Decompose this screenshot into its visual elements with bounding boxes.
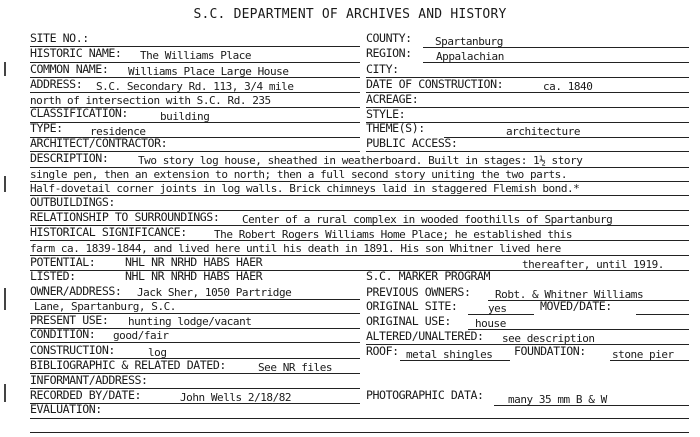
type-value: residence xyxy=(90,125,146,138)
address-line1 xyxy=(30,92,360,93)
description-label: DESCRIPTION: xyxy=(30,151,109,165)
potential-label: POTENTIAL: xyxy=(30,255,96,269)
architect-label: ARCHITECT/CONTRACTOR: xyxy=(30,136,168,150)
evaluation-line1 xyxy=(30,418,689,419)
foundation-label: FOUNDATION: xyxy=(514,344,586,358)
construction-label: CONSTRUCTION: xyxy=(30,343,115,357)
common-name-value: Williams Place Large House xyxy=(128,65,289,78)
significance-value-line3: thereafter, until 1919. xyxy=(522,258,664,271)
significance-line1 xyxy=(30,240,689,241)
roof-label: ROOF: xyxy=(366,344,399,358)
margin-mark xyxy=(4,176,6,192)
historic-name-value: The Williams Place xyxy=(140,49,252,62)
common-name-label: COMMON NAME: xyxy=(30,62,109,76)
margin-mark xyxy=(4,288,6,310)
type-label: TYPE: xyxy=(30,121,63,135)
description-value-line2: single pen, then an extension to north; then a full second story uniting the two parts. xyxy=(30,168,568,181)
present-use-value: hunting lodge/vacant xyxy=(128,315,252,328)
region-value: Appalachian xyxy=(436,50,504,63)
classification-label: CLASSIFICATION: xyxy=(30,106,128,120)
relationship-value: Center of a rural complex in wooded foothills of Spartanburg xyxy=(242,213,613,226)
address-value-line2: north of intersection with S.C. Rd. 235 xyxy=(30,94,271,107)
bibliographic-label: BIBLIOGRAPHIC & RELATED DATED: xyxy=(30,358,226,372)
site-no-label: SITE NO.: xyxy=(30,31,89,45)
margin-mark xyxy=(4,62,6,76)
description-value-line3: Half-dovetail corner joints in log walls. Brick chimneys laid in staggered Flemish bond.* xyxy=(30,182,580,195)
owner-value-line2: Lane, Spartanburg, S.C. xyxy=(34,300,176,313)
page-title: S.C. DEPARTMENT OF ARCHIVES AND HISTORY xyxy=(193,7,507,22)
condition-label: CONDITION: xyxy=(30,327,96,341)
public-access-label: PUBLIC ACCESS: xyxy=(366,136,458,150)
significance-value-line1: The Robert Rogers Williams Home Place; he established this xyxy=(214,228,573,241)
photographic-data-line xyxy=(494,405,689,406)
construction-value: log xyxy=(148,346,167,359)
altered-value: see description xyxy=(502,332,595,345)
recorded-by-label: RECORDED BY/DATE: xyxy=(30,388,142,402)
theme-label: THEME(S): xyxy=(366,121,425,135)
description-line3 xyxy=(30,195,689,196)
listed-label: LISTED: xyxy=(30,269,76,283)
original-use-label: ORIGINAL USE: xyxy=(366,314,451,328)
foundation-line xyxy=(610,360,689,361)
style-label: STYLE: xyxy=(366,107,406,121)
roof-value: metal shingles xyxy=(406,348,493,361)
foundation-value: stone pier xyxy=(612,348,674,361)
city-label: CITY: xyxy=(366,62,399,76)
bibliographic-value: See NR files xyxy=(258,361,333,374)
original-site-value: yes xyxy=(488,302,507,315)
original-site-line xyxy=(468,314,534,315)
moved-date-line xyxy=(636,314,689,315)
theme-line xyxy=(444,137,689,138)
photographic-data-label: PHOTOGRAPHIC DATA: xyxy=(366,388,484,402)
condition-value: good/fair xyxy=(113,329,169,342)
acreage-line xyxy=(366,107,689,108)
public-access-line xyxy=(366,151,689,152)
acreage-label: ACREAGE: xyxy=(366,92,419,106)
description-value-line1: Two story log house, sheathed in weatherboard. Built in stages: 1½ story xyxy=(138,154,583,167)
original-use-value: house xyxy=(475,317,506,330)
moved-date-label: MOVED/DATE: xyxy=(540,299,612,313)
address-value-line1: S.C. Secondary Rd. 113, 3/4 mile xyxy=(96,80,294,93)
owner-label: OWNER/ADDRESS: xyxy=(30,284,122,298)
classification-line xyxy=(30,122,360,123)
potential-options: NHL NR NRHD HABS HAER xyxy=(125,255,263,269)
county-label: COUNTY: xyxy=(366,31,412,45)
listed-options: NHL NR NRHD HABS HAER xyxy=(125,269,263,283)
evaluation-label: EVALUATION: xyxy=(30,402,102,416)
region-label: REGION: xyxy=(366,46,412,60)
original-use-line xyxy=(468,329,689,330)
margin-mark xyxy=(4,384,6,402)
outbuildings-label: OUTBUILDINGS: xyxy=(30,195,115,209)
altered-label: ALTERED/UNALTERED: xyxy=(366,329,484,343)
owner-value-line1: Jack Sher, 1050 Partridge xyxy=(137,286,292,299)
theme-value: architecture xyxy=(506,125,581,138)
historic-name-label: HISTORIC NAME: xyxy=(30,46,122,60)
previous-owners-label: PREVIOUS OWNERS: xyxy=(366,285,471,299)
evaluation-line2 xyxy=(30,432,689,433)
previous-owners-value: Robt. & Whitner Williams xyxy=(495,288,644,301)
county-line xyxy=(423,47,689,48)
date-of-construction-label: DATE OF CONSTRUCTION: xyxy=(366,77,504,91)
informant-label: INFORMANT/ADDRESS: xyxy=(30,373,148,387)
photographic-data-value: many 35 mm B & W xyxy=(508,393,607,406)
region-line xyxy=(423,62,689,63)
marker-program-label: S.C. MARKER PROGRAM xyxy=(366,269,491,283)
significance-value-line2: farm ca. 1839-1844, and lived here until his death in 1891. His son Whitner lived here xyxy=(30,242,561,255)
classification-value: building xyxy=(160,110,210,123)
date-of-construction-value: ca. 1840 xyxy=(543,80,593,93)
original-site-label: ORIGINAL SITE: xyxy=(366,299,458,313)
relationship-label: RELATIONSHIP TO SURROUNDINGS: xyxy=(30,210,220,224)
county-value: Spartanburg xyxy=(435,35,503,48)
historical-significance-label: HISTORICAL SIGNIFICANCE: xyxy=(30,225,187,239)
roof-line xyxy=(400,360,510,361)
address-label: ADDRESS: xyxy=(30,77,83,91)
present-use-label: PRESENT USE: xyxy=(30,313,109,327)
recorded-by-value: John Wells 2/18/82 xyxy=(180,391,292,404)
